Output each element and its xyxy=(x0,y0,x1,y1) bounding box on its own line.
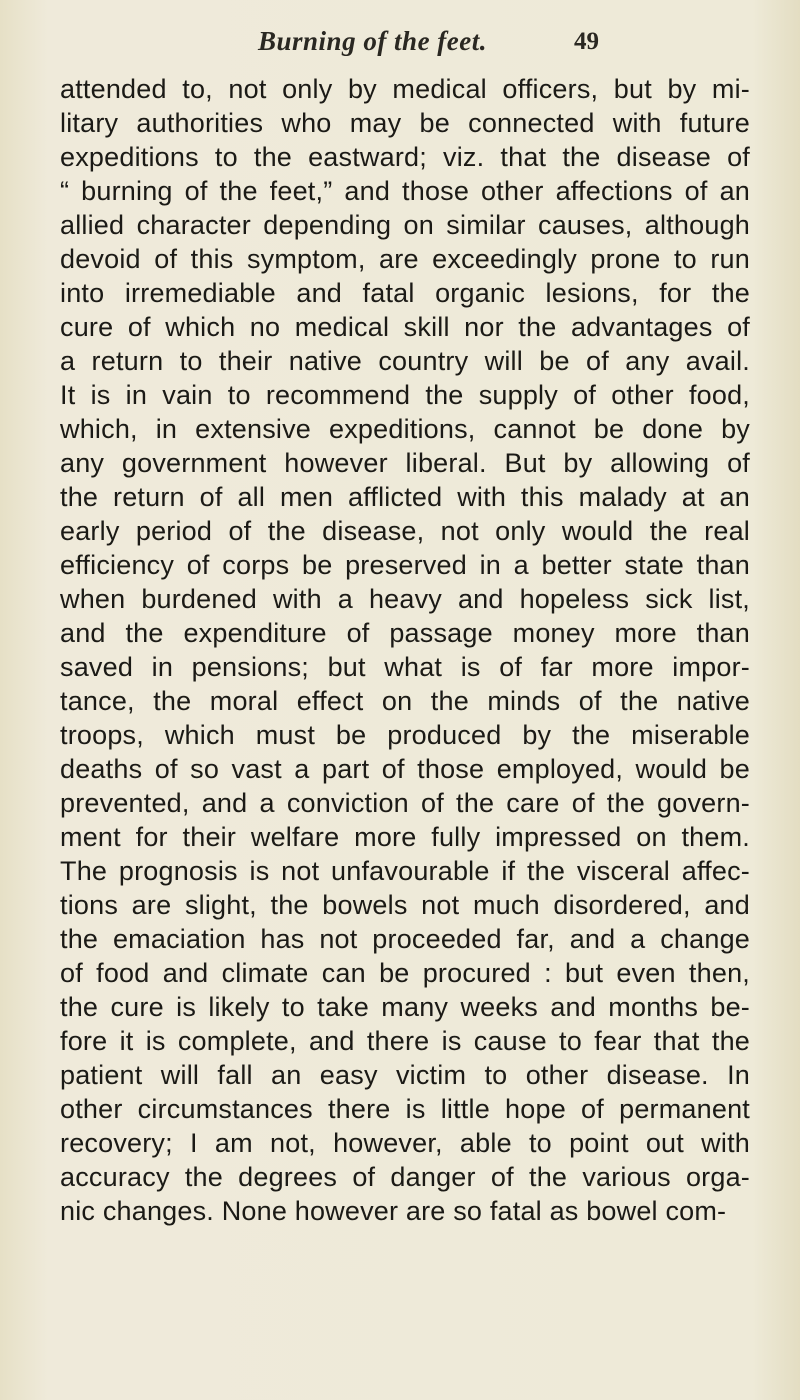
text-line: expeditions to the eastward; viz. that the disease of xyxy=(60,142,750,172)
text-line: allied character depending on similar causes, although xyxy=(60,210,750,240)
text-line: any government however liberal. But by allowing of xyxy=(60,448,750,478)
text-line: tions are slight, the bowels not much disordered, and xyxy=(60,890,750,920)
text-line: the cure is likely to take many weeks and months be- xyxy=(60,992,750,1022)
text-line: litary authorities who may be connected with future xyxy=(60,108,750,138)
body-text xyxy=(60,72,750,1228)
text-line: when burdened with a heavy and hopeless sick list, xyxy=(60,584,750,614)
text-line: “ burning of the feet,” and those other affections of an xyxy=(60,176,750,206)
text-line: recovery; I am not, however, able to point out with xyxy=(60,1128,750,1158)
text-line: saved in pensions; but what is of far more impor- xyxy=(60,652,750,682)
text-line: which, in extensive expeditions, cannot be done by xyxy=(60,414,750,444)
text-line: accuracy the degrees of danger of the various orga- xyxy=(60,1162,750,1192)
text-line: troops, which must be produced by the miserable xyxy=(60,720,750,750)
text-line: and the expenditure of passage money more than xyxy=(60,618,750,648)
text-line: cure of which no medical skill nor the advantages of xyxy=(60,312,750,342)
running-title: Burning of the feet. xyxy=(258,26,488,56)
text-line: fore it is complete, and there is cause to fear that the xyxy=(60,1026,750,1056)
page-number: 49 xyxy=(574,28,599,55)
text-line: into irremediable and fatal organic lesions, for the xyxy=(60,278,750,308)
text-line: the emaciation has not proceeded far, and a change xyxy=(60,924,750,954)
text-line: a return to their native country will be of any avail. xyxy=(60,346,750,376)
text-line: early period of the disease, not only would the real xyxy=(60,516,750,546)
text-line: prevented, and a conviction of the care of the govern- xyxy=(60,788,750,818)
text-line: other circumstances there is little hope of permanent xyxy=(60,1094,750,1124)
text-line: devoid of this symptom, are exceedingly prone to run xyxy=(60,244,750,274)
running-head xyxy=(0,26,800,66)
text-line: the return of all men afflicted with this malady at an xyxy=(60,482,750,512)
text-line: of food and climate can be procured : but even then, xyxy=(60,958,750,988)
text-line: nic changes. None however are so fatal as bowel com- xyxy=(60,1196,727,1226)
text-line: attended to, not only by medical officers, but by mi- xyxy=(60,74,750,104)
text-line: It is in vain to recommend the supply of other food, xyxy=(60,380,750,410)
text-line: deaths of so vast a part of those employed, would be xyxy=(60,754,750,784)
text-line: ment for their welfare more fully impressed on them. xyxy=(60,822,750,852)
text-line: tance, the moral effect on the minds of the native xyxy=(60,686,750,716)
text-line: patient will fall an easy victim to other disease. In xyxy=(60,1060,750,1090)
text-line: efficiency of corps be preserved in a better state than xyxy=(60,550,750,580)
text-line: The prognosis is not unfavourable if the visceral affec- xyxy=(60,856,750,886)
